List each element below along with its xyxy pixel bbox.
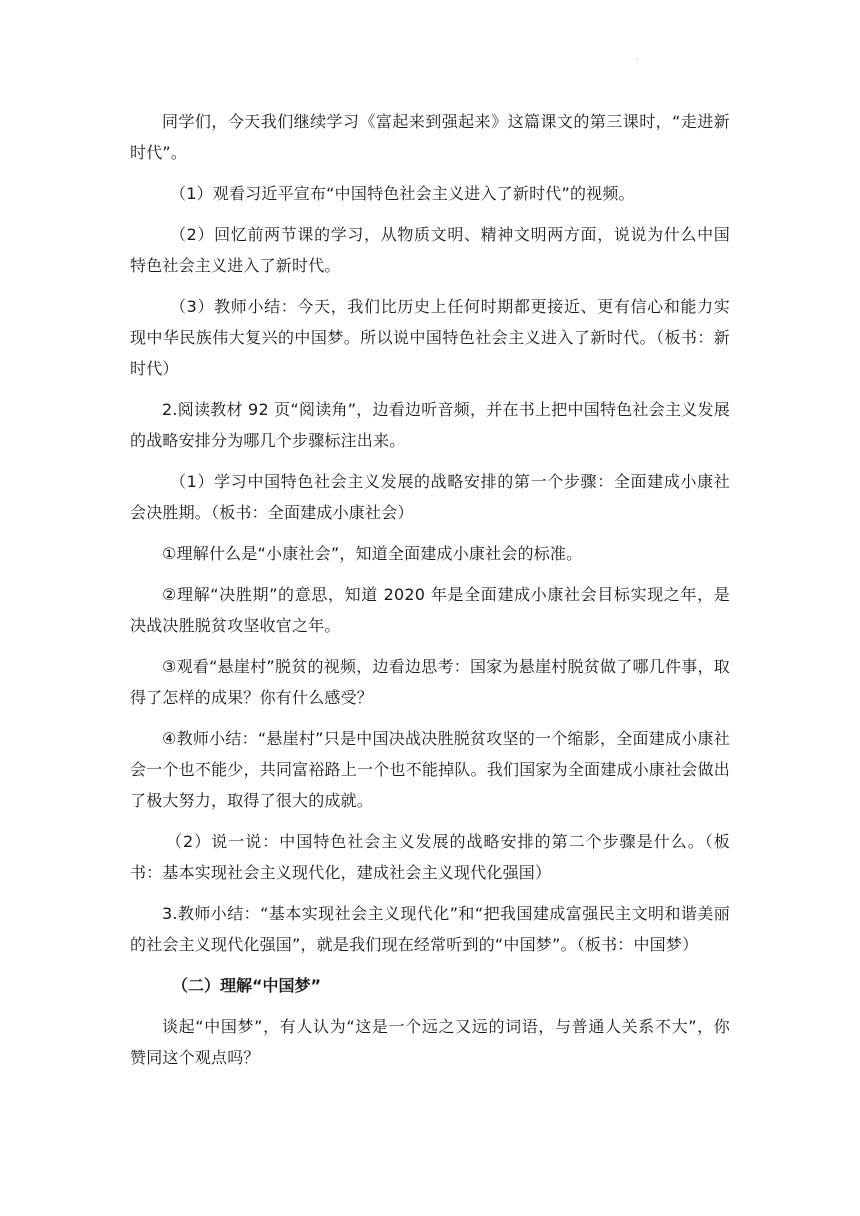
step-1-paragraph: （1）观看习近平宣布“中国特色社会主义进入了新时代”的视频。 [170, 184, 635, 203]
page-corner-mark: · [636, 55, 639, 64]
closing-paragraph: 谈起“中国梦”，有人认为“这是一个远之又远的词语，与普通人关系不大”，你赞同这个观点吗？ [130, 1017, 730, 1067]
first-step-paragraph: （1）学习中国特色社会主义发展的战略安排的第一个步骤：全面建成小康社会决胜期。（板书：全面建成小康社会） [130, 472, 730, 522]
document-body [130, 106, 730, 1083]
step-3-paragraph: （3）教师小结：今天，我们比历史上任何时期都更接近、更有信心和能力实现中华民族伟大复兴的中国梦。所以说中国特色社会主义进入了新时代。（板书：新时代） [130, 297, 730, 378]
point-2-paragraph: ②理解“决胜期”的意思，知道 2020 年是全面建成小康社会目标实现之年，是决战决胜脱贫攻坚收官之年。 [130, 585, 730, 635]
section-heading: （二）理解“中国梦” [172, 976, 322, 995]
second-step-paragraph: （2）说一说：中国特色社会主义发展的战略安排的第二个步骤是什么。（板书：基本实现社会主义现代化，建成社会主义现代化强国） [130, 832, 730, 882]
step-2-paragraph: （2）回忆前两节课的学习，从物质文明、精神文明两方面，说说为什么中国特色社会主义进入了新时代。 [130, 225, 730, 275]
point-4-paragraph: ④教师小结：“悬崖村”只是中国决战决胜脱贫攻坚的一个缩影，全面建成小康社会一个也不能少，共同富裕路上一个也不能掉队。我们国家为全面建成小康社会做出了极大努力，取得了很大的成就。 [130, 729, 730, 810]
point-3-paragraph: ③观看“悬崖村”脱贫的视频，边看边思考：国家为悬崖村脱贫做了哪几件事，取得了怎样的成果？你有什么感受？ [130, 657, 730, 707]
intro-paragraph: 同学们，今天我们继续学习《富起来到强起来》这篇课文的第三课时，“走进新时代”。 [130, 112, 730, 162]
teacher-summary-paragraph: 3.教师小结：“基本实现社会主义现代化”和“把我国建成富强民主文明和谐美丽的社会主义现代化强国”，就是我们现在经常听到的“中国梦”。（板书：中国梦） [130, 904, 730, 954]
reading-task-paragraph: 2.阅读教材 92 页“阅读角”，边看边听音频，并在书上把中国特色社会主义发展的战略安排分为哪几个步骤标注出来。 [130, 400, 730, 450]
point-1-paragraph: ①理解什么是“小康社会”，知道全面建成小康社会的标准。 [162, 544, 583, 563]
